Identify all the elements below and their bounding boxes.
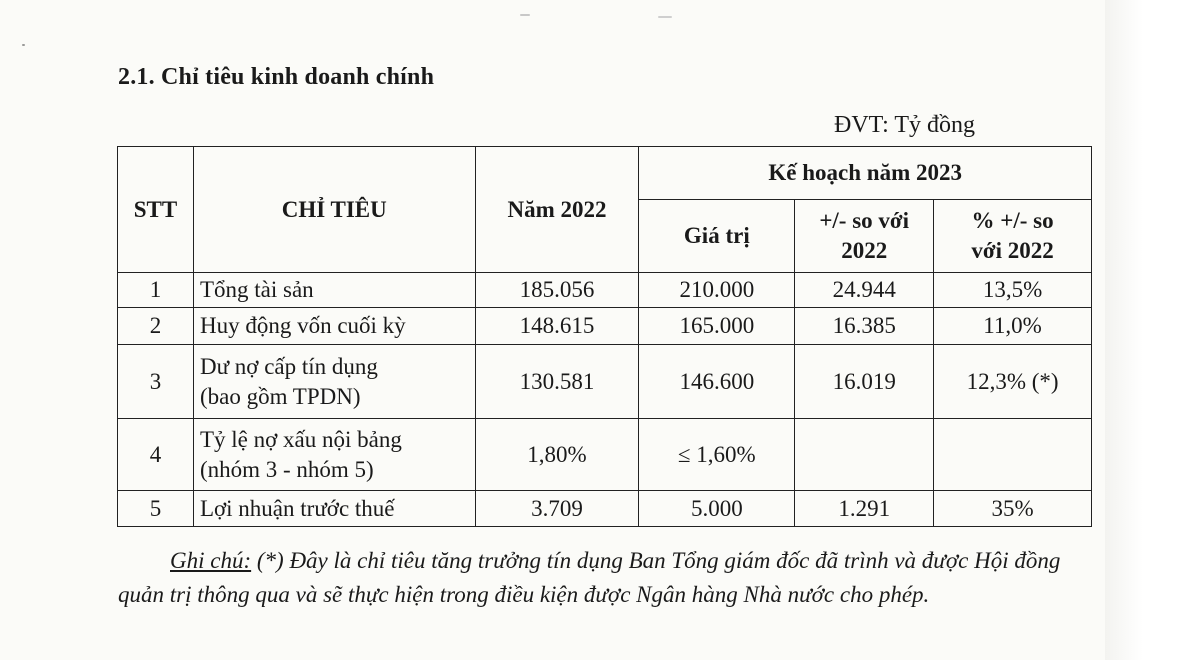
cell-indicator [193, 419, 475, 491]
cell-stt: 2 [118, 308, 194, 345]
cell-plan-value: ≤ 1,60% [639, 419, 795, 491]
cell-plan-value: 210.000 [639, 273, 795, 308]
table-row [118, 345, 1092, 419]
footnote-lead: Ghi chú: [170, 548, 252, 573]
table-row [118, 273, 1092, 308]
cell-indicator-line2: (bao gồm TPDN) [199, 383, 361, 409]
cell-indicator-line2: (nhóm 3 - nhóm 5) [199, 456, 374, 482]
cell-stt: 1 [118, 273, 194, 308]
cell-indicator [193, 345, 475, 419]
cell-plan-value: 165.000 [639, 308, 795, 345]
cell-pct: 35% [934, 491, 1092, 527]
cell-year-2022: 185.056 [475, 273, 639, 308]
header-plan-2023: Kế hoạch năm 2023 [639, 147, 1092, 200]
header-pct [934, 200, 1092, 273]
scan-speck [520, 14, 530, 16]
cell-indicator: Tổng tài sản [193, 273, 475, 308]
table-row [118, 491, 1092, 527]
footnote [118, 544, 1078, 612]
cell-pct: 11,0% [934, 308, 1092, 345]
unit-label: ĐVT: Tỷ đồng [834, 112, 976, 138]
cell-change: 16.019 [795, 345, 934, 419]
header-pct-line2: với 2022 [971, 238, 1054, 263]
header-change-line2: 2022 [841, 238, 888, 263]
section-title: 2.1. Chỉ tiêu kinh doanh chính [118, 64, 435, 90]
cell-change: 16.385 [795, 308, 934, 345]
cell-year-2022: 3.709 [475, 491, 639, 527]
cell-year-2022: 130.581 [475, 345, 639, 419]
cell-plan-value: 5.000 [639, 491, 795, 527]
header-year-2022: Năm 2022 [475, 147, 639, 273]
header-change-line1: +/- so với [819, 208, 910, 233]
scan-speck [22, 44, 25, 46]
cell-stt: 4 [118, 419, 194, 491]
cell-pct [934, 419, 1092, 491]
cell-year-2022: 148.615 [475, 308, 639, 345]
page-edge-shadow [1105, 0, 1200, 660]
footnote-text: (*) Đây là chỉ tiêu tăng trưởng tín dụng Ban Tổng giám đốc đã trình và được Hội đồng quản trị thông qua và sẽ thực hiện trong điều kiện được Ngân hàng Nhà nước cho phép. [118, 548, 1061, 607]
table-row [118, 419, 1092, 491]
cell-indicator-line1: Dư nợ cấp tín dụng [199, 353, 378, 379]
cell-indicator: Huy động vốn cuối kỳ [193, 308, 475, 345]
cell-change: 24.944 [795, 273, 934, 308]
cell-indicator-line1: Tỷ lệ nợ xấu nội bảng [199, 426, 402, 452]
cell-plan-value: 146.600 [639, 345, 795, 419]
cell-stt: 3 [118, 345, 194, 419]
cell-pct: 12,3% (*) [934, 345, 1092, 419]
header-indicator: CHỈ TIÊU [193, 147, 475, 273]
header-value: Giá trị [639, 200, 795, 273]
header-stt: STT [118, 147, 194, 273]
cell-pct: 13,5% [934, 273, 1092, 308]
scan-speck [658, 16, 672, 18]
header-pct-line1: % +/- so [971, 208, 1054, 233]
cell-year-2022: 1,80% [475, 419, 639, 491]
cell-change [795, 419, 934, 491]
cell-stt: 5 [118, 491, 194, 527]
cell-change: 1.291 [795, 491, 934, 527]
table-row [118, 308, 1092, 345]
header-change [795, 200, 934, 273]
kpi-table [117, 146, 1092, 527]
cell-indicator: Lợi nhuận trước thuế [193, 491, 475, 527]
